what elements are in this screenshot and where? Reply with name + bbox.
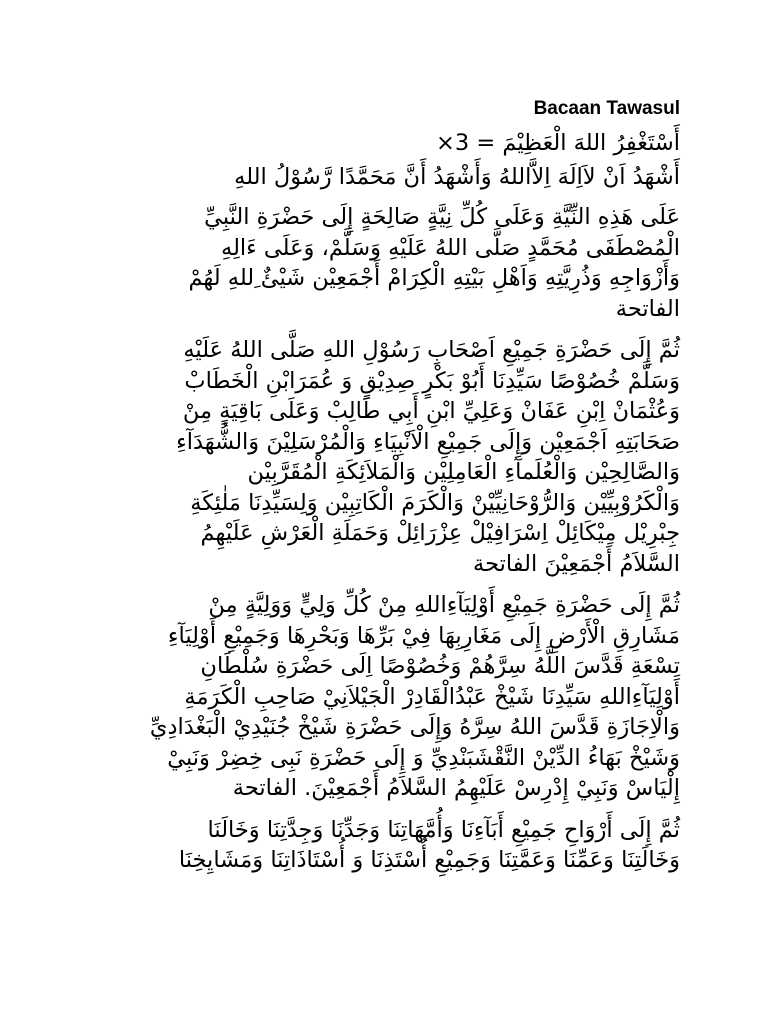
paragraph-parents: ثُمَّ إِلَى أَرْوَاحِ جَمِيْعِ أَبَآءِنَا وَأُمَّهَاتِنَا وَجَدِّنَا وَجِدَّتِنَا وَخَالَنَا وَخَالَتِنَا وَعَمِّنَا وَعَمَّتِنَا وَجَمِيْعِ أُسْتَذِنَا وَ أُسْتَاذَاتِنَا وَمَشَايِخِنَا bbox=[178, 816, 680, 873]
paragraph-awliya: ثُمَّ إِلَى حَضْرَةِ جَمِيْعِ أَوْلِيَآءِاللهِ مِنْ كُلِّ وَلِيٍّ وَوَلِيَّةٍ مِنْ مَشَارِقِ الْأَرْضِ إِلَى مَغَارِبِهَا فِيْ بَرِّهَا وَبَحْرِهَا وَجَمِيْعِ أَوْلِيَآءِ تِسْعَةِ قَدَّسَ اللَّهُ سِرَّهُمْ وَخُصُوْصًا اِلَى حَضْرَةِ سُلْطَانِ أَوْلِيَآءِاللهِ سَيِّدِنَا شَيْخْ عَبْدُالْقَادِرْ الْجَيْلاَنِيْ صَاحِبِ الْكَرَمَةِ وَالْاِجَازَةِ قَدَّسَ اللهُ سِرَّهُ وَإِلَى حَضْرَةِ شَيْخْ جُنَيْدِيْ الْبَغْدَادِيِّ وَشَيْخْ بَهَاءُ الدِّيْنْ النَّقْشَبَنْدِيِّ وَ إِلَى حَضْرَةِ نَبِى خِضِرْ وَنَبِيْ إِلْيَاسْ وَنَبِيْ إِدْرِسْ عَلَيْهِمُ السَّلاَمُ أَجْمَعِيْنَ. الفاتحة bbox=[149, 592, 680, 801]
document-body bbox=[120, 128, 680, 887]
paragraph-companions: ثُمَّ إِلَى حَضْرَةِ جَمِيْعِ اَصْحَابِ رَسُوْلِ اللهِ صَلَّى اللهُ عَلَيْهِ وَسَلَّمْ خُصُوْصًا سَيِّدِنَا أَبُوْ بَكْرٍ صِدِيْقٍ وَ عُمَرَابْنِ الْخَطَابْ وَعُثْمَانْ اِبْنِ عَفَانْ وَعَلِيِّ ابْنِ أَبِي طَالِبْ وَعَلَى بَاقِيَةٍ مِنْ صَحَابَتِهِ اَجْمَعِيْن وَإِلَى جَمِيْعِ الْاَنْبِيَاءِ وَالْمُرْسَلِيْنَ وَالشُّهَدَآءِ وَالصَّالِحِيْن وَالْعُلَمآءِ الْعَامِلِيْن وَالْمَلاَئِكَةِ الْمُقَرَّبِيْن وَالْكَرُوْبِيِّيْن وَالرُّوْحَانِيِّيْنْ وَالْكَرَمَ الْكَاتِبِيْن وَلِسَيِّدِنَا مَلٰئِكَةِ جِبْرِيْل مِيْكَائِلْ اِسْرَافِيْلْ عِزْرَائِلْ وَحَمَلَةِ الْعَرْشِ عَلَيْهِمُ السَّلاَمُ أَجْمَعِيْنَ الفاتحة bbox=[176, 337, 680, 577]
istighfar-line: أَسْتَغْفِرُ اللهَ الْعَظِيْمَ = 3× bbox=[436, 130, 680, 156]
shahada-line: أَشْهَدُ اَنْ لاَاِلَهَ اِلاَّاللهُ وَأَشْهَدُ أَنَّ مَحَمَّدًا رَّسُوْلُ اللهِ bbox=[234, 163, 680, 190]
document-title: Bacaan Tawasul bbox=[533, 98, 680, 119]
paragraph-prophet: عَلَى هَذِهِ النِّيَّةِ وَعَلَى كُلِّ نِيَّةٍ صَالِحَةٍ إِلَى حَضْرَةِ النَّبِيِّ الْمُصْطَفَى مُحَمَّدٍ صَلَّى اللهُ عَلَيْهِ وَسَلَّمْ، وَعَلَى ءَالِهِ وَأَزْوَاجِهِ وَذُرِيَّتِهِ وَاَهْلِ بَيْتِهِ الْكِرَامْ أَجْمَعِيْن شَيْئٌ ِللهِ لَهُمْ الفاتحة bbox=[188, 204, 680, 322]
